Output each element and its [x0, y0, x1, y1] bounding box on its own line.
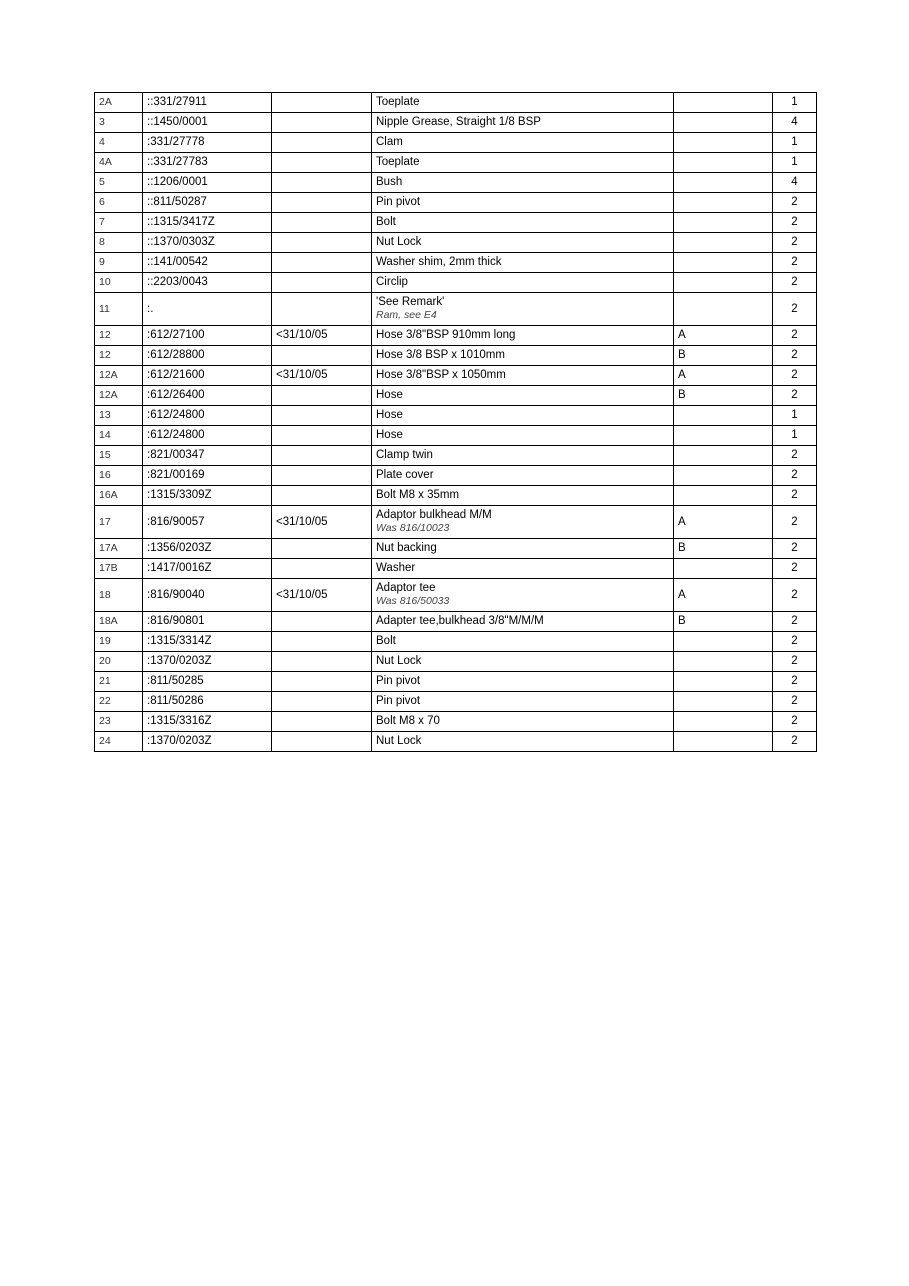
item-number-cell: 4 — [95, 133, 143, 153]
part-number-cell: ::1450/0001 — [143, 113, 272, 133]
description-cell — [372, 93, 674, 113]
item-number-cell: 22 — [95, 692, 143, 712]
quantity-cell: 1 — [773, 426, 817, 446]
description-text: 'See Remark' — [376, 296, 445, 308]
variant-cell — [674, 559, 773, 579]
variant-cell — [674, 486, 773, 506]
table-row — [95, 559, 817, 579]
quantity-cell: 2 — [773, 293, 817, 326]
description-note: Was 816/50033 — [376, 595, 450, 607]
description-text: Bolt — [376, 216, 396, 228]
part-number-cell: :612/24800 — [143, 426, 272, 446]
description-text: Pin pivot — [376, 675, 421, 687]
quantity-cell: 2 — [773, 193, 817, 213]
description-text: Adaptor bulkhead M/M — [376, 509, 492, 521]
part-number-cell: :821/00169 — [143, 466, 272, 486]
description-text: Bush — [376, 176, 403, 188]
table-row — [95, 253, 817, 273]
item-number-cell: 6 — [95, 193, 143, 213]
quantity-cell: 1 — [773, 133, 817, 153]
table-row — [95, 273, 817, 293]
table-row — [95, 652, 817, 672]
description-text: Nut Lock — [376, 236, 422, 248]
date-cell — [272, 612, 372, 632]
part-number-cell: ::331/27911 — [143, 93, 272, 113]
description-cell — [372, 612, 674, 632]
description-text: Pin pivot — [376, 196, 421, 208]
quantity-cell: 2 — [773, 273, 817, 293]
item-number-cell: 10 — [95, 273, 143, 293]
date-cell — [272, 153, 372, 173]
date-cell: <31/10/05 — [272, 506, 372, 539]
date-cell — [272, 692, 372, 712]
variant-cell — [674, 632, 773, 652]
variant-cell — [674, 732, 773, 752]
part-number-cell: :1417/0016Z — [143, 559, 272, 579]
description-cell — [372, 446, 674, 466]
item-number-cell: 16 — [95, 466, 143, 486]
part-number-cell: ::2203/0043 — [143, 273, 272, 293]
quantity-cell: 1 — [773, 93, 817, 113]
variant-cell — [674, 113, 773, 133]
description-cell — [372, 652, 674, 672]
item-number-cell: 16A — [95, 486, 143, 506]
variant-cell — [674, 426, 773, 446]
table-row — [95, 293, 817, 326]
description-cell — [372, 233, 674, 253]
quantity-cell: 2 — [773, 446, 817, 466]
table-row — [95, 193, 817, 213]
part-number-cell: :331/27778 — [143, 133, 272, 153]
table-row — [95, 692, 817, 712]
table-row — [95, 173, 817, 193]
item-number-cell: 23 — [95, 712, 143, 732]
table-row — [95, 386, 817, 406]
item-number-cell: 2A — [95, 93, 143, 113]
description-text: Hose 3/8"BSP 910mm long — [376, 329, 516, 341]
quantity-cell: 4 — [773, 173, 817, 193]
quantity-cell: 2 — [773, 253, 817, 273]
table-row — [95, 426, 817, 446]
variant-cell — [674, 406, 773, 426]
table-row — [95, 346, 817, 366]
date-cell — [272, 406, 372, 426]
date-cell — [272, 173, 372, 193]
part-number-cell: ::1370/0303Z — [143, 233, 272, 253]
item-number-cell: 12A — [95, 366, 143, 386]
quantity-cell: 2 — [773, 346, 817, 366]
date-cell — [272, 426, 372, 446]
item-number-cell: 13 — [95, 406, 143, 426]
part-number-cell: :612/28800 — [143, 346, 272, 366]
quantity-cell: 2 — [773, 366, 817, 386]
item-number-cell: 19 — [95, 632, 143, 652]
date-cell — [272, 213, 372, 233]
description-text: Clam — [376, 136, 403, 148]
part-number-cell: :612/21600 — [143, 366, 272, 386]
date-cell: <31/10/05 — [272, 326, 372, 346]
description-cell — [372, 173, 674, 193]
description-cell — [372, 406, 674, 426]
part-number-cell: :811/50285 — [143, 672, 272, 692]
description-cell — [372, 692, 674, 712]
description-text: Nut Lock — [376, 655, 422, 667]
variant-cell: A — [674, 366, 773, 386]
description-text: Toeplate — [376, 156, 420, 168]
description-cell — [372, 426, 674, 446]
description-cell — [372, 632, 674, 652]
variant-cell — [674, 692, 773, 712]
description-text: Nut backing — [376, 542, 437, 554]
item-number-cell: 12 — [95, 346, 143, 366]
item-number-cell: 24 — [95, 732, 143, 752]
table-row — [95, 612, 817, 632]
date-cell — [272, 712, 372, 732]
description-text: Nipple Grease, Straight 1/8 BSP — [376, 116, 541, 128]
part-number-cell: ::331/27783 — [143, 153, 272, 173]
description-text: Washer — [376, 562, 416, 574]
quantity-cell: 2 — [773, 632, 817, 652]
table-row — [95, 133, 817, 153]
description-text: Washer shim, 2mm thick — [376, 256, 502, 268]
variant-cell: B — [674, 612, 773, 632]
description-text: Adapter tee,bulkhead 3/8"M/M/M — [376, 615, 544, 627]
description-text: Bolt — [376, 635, 396, 647]
part-number-cell: :1315/3316Z — [143, 712, 272, 732]
quantity-cell: 2 — [773, 466, 817, 486]
variant-cell — [674, 446, 773, 466]
description-note: Ram, see E4 — [376, 309, 437, 321]
table-row — [95, 93, 817, 113]
description-text: Clamp twin — [376, 449, 433, 461]
date-cell — [272, 486, 372, 506]
description-text: Circlip — [376, 276, 408, 288]
variant-cell: B — [674, 539, 773, 559]
table-row — [95, 366, 817, 386]
date-cell — [272, 233, 372, 253]
date-cell — [272, 193, 372, 213]
date-cell — [272, 133, 372, 153]
table-row — [95, 732, 817, 752]
description-cell — [372, 133, 674, 153]
quantity-cell: 1 — [773, 153, 817, 173]
quantity-cell: 2 — [773, 506, 817, 539]
table-row — [95, 213, 817, 233]
description-text: Hose — [376, 429, 403, 441]
table-row — [95, 486, 817, 506]
table-row — [95, 672, 817, 692]
date-cell — [272, 446, 372, 466]
description-text: Bolt M8 x 70 — [376, 715, 440, 727]
item-number-cell: 4A — [95, 153, 143, 173]
date-cell — [272, 466, 372, 486]
variant-cell: A — [674, 579, 773, 612]
variant-cell — [674, 672, 773, 692]
quantity-cell: 2 — [773, 386, 817, 406]
variant-cell — [674, 652, 773, 672]
item-number-cell: 9 — [95, 253, 143, 273]
quantity-cell: 2 — [773, 559, 817, 579]
part-number-cell: :612/24800 — [143, 406, 272, 426]
variant-cell — [674, 273, 773, 293]
variant-cell — [674, 173, 773, 193]
part-number-cell: :816/90057 — [143, 506, 272, 539]
quantity-cell: 2 — [773, 213, 817, 233]
description-cell — [372, 579, 674, 612]
table-row — [95, 326, 817, 346]
quantity-cell: 2 — [773, 692, 817, 712]
part-number-cell: :1370/0203Z — [143, 652, 272, 672]
date-cell: <31/10/05 — [272, 366, 372, 386]
description-text: Pin pivot — [376, 695, 421, 707]
description-cell — [372, 326, 674, 346]
date-cell — [272, 632, 372, 652]
description-cell — [372, 213, 674, 233]
item-number-cell: 17A — [95, 539, 143, 559]
description-text: Hose 3/8 BSP x 1010mm — [376, 349, 505, 361]
variant-cell — [674, 213, 773, 233]
table-row — [95, 506, 817, 539]
description-cell — [372, 732, 674, 752]
variant-cell: B — [674, 386, 773, 406]
table-row — [95, 712, 817, 732]
variant-cell — [674, 153, 773, 173]
table-row — [95, 153, 817, 173]
quantity-cell: 2 — [773, 326, 817, 346]
part-number-cell: ::811/50287 — [143, 193, 272, 213]
table-row — [95, 466, 817, 486]
part-number-cell: :1356/0203Z — [143, 539, 272, 559]
description-cell — [372, 253, 674, 273]
variant-cell: B — [674, 346, 773, 366]
item-number-cell: 8 — [95, 233, 143, 253]
part-number-cell: :612/27100 — [143, 326, 272, 346]
description-cell — [372, 366, 674, 386]
description-cell — [372, 293, 674, 326]
quantity-cell: 2 — [773, 539, 817, 559]
table-row — [95, 233, 817, 253]
item-number-cell: 20 — [95, 652, 143, 672]
part-number-cell: :612/26400 — [143, 386, 272, 406]
quantity-cell: 2 — [773, 486, 817, 506]
part-number-cell: ::1315/3417Z — [143, 213, 272, 233]
item-number-cell: 7 — [95, 213, 143, 233]
date-cell — [272, 293, 372, 326]
item-number-cell: 3 — [95, 113, 143, 133]
parts-list-body — [95, 93, 817, 752]
quantity-cell: 2 — [773, 732, 817, 752]
description-text: Plate cover — [376, 469, 434, 481]
part-number-cell: :816/90801 — [143, 612, 272, 632]
table-row — [95, 113, 817, 133]
description-cell — [372, 672, 674, 692]
part-number-cell: ::141/00542 — [143, 253, 272, 273]
variant-cell — [674, 253, 773, 273]
description-text: Nut Lock — [376, 735, 422, 747]
item-number-cell: 17 — [95, 506, 143, 539]
part-number-cell: :816/90040 — [143, 579, 272, 612]
description-text: Hose 3/8"BSP x 1050mm — [376, 369, 506, 381]
part-number-cell: :1370/0203Z — [143, 732, 272, 752]
description-cell — [372, 559, 674, 579]
date-cell — [272, 273, 372, 293]
item-number-cell: 17B — [95, 559, 143, 579]
date-cell — [272, 672, 372, 692]
part-number-cell: :. — [143, 293, 272, 326]
date-cell — [272, 652, 372, 672]
description-cell — [372, 113, 674, 133]
date-cell — [272, 113, 372, 133]
quantity-cell: 2 — [773, 612, 817, 632]
variant-cell — [674, 133, 773, 153]
description-text: Hose — [376, 389, 403, 401]
part-number-cell: :811/50286 — [143, 692, 272, 712]
quantity-cell: 2 — [773, 233, 817, 253]
description-cell — [372, 712, 674, 732]
description-cell — [372, 506, 674, 539]
table-row — [95, 406, 817, 426]
item-number-cell: 12 — [95, 326, 143, 346]
quantity-cell: 2 — [773, 652, 817, 672]
description-text: Adaptor tee — [376, 582, 436, 594]
item-number-cell: 18A — [95, 612, 143, 632]
date-cell: <31/10/05 — [272, 579, 372, 612]
description-cell — [372, 386, 674, 406]
date-cell — [272, 346, 372, 366]
quantity-cell: 2 — [773, 672, 817, 692]
quantity-cell: 4 — [773, 113, 817, 133]
description-cell — [372, 273, 674, 293]
table-row — [95, 539, 817, 559]
item-number-cell: 21 — [95, 672, 143, 692]
item-number-cell: 5 — [95, 173, 143, 193]
item-number-cell: 14 — [95, 426, 143, 446]
variant-cell — [674, 712, 773, 732]
date-cell — [272, 732, 372, 752]
quantity-cell: 2 — [773, 579, 817, 612]
part-number-cell: :821/00347 — [143, 446, 272, 466]
description-text: Hose — [376, 409, 403, 421]
item-number-cell: 15 — [95, 446, 143, 466]
date-cell — [272, 539, 372, 559]
variant-cell — [674, 466, 773, 486]
description-cell — [372, 346, 674, 366]
quantity-cell: 2 — [773, 712, 817, 732]
description-text: Toeplate — [376, 96, 420, 108]
date-cell — [272, 253, 372, 273]
date-cell — [272, 386, 372, 406]
variant-cell — [674, 93, 773, 113]
variant-cell: A — [674, 326, 773, 346]
item-number-cell: 11 — [95, 293, 143, 326]
date-cell — [272, 559, 372, 579]
variant-cell: A — [674, 506, 773, 539]
date-cell — [272, 93, 372, 113]
variant-cell — [674, 193, 773, 213]
part-number-cell: ::1206/0001 — [143, 173, 272, 193]
item-number-cell: 18 — [95, 579, 143, 612]
description-cell — [372, 466, 674, 486]
description-cell — [372, 539, 674, 559]
description-cell — [372, 486, 674, 506]
description-text: Bolt M8 x 35mm — [376, 489, 460, 501]
description-cell — [372, 193, 674, 213]
part-number-cell: :1315/3314Z — [143, 632, 272, 652]
quantity-cell: 1 — [773, 406, 817, 426]
table-row — [95, 632, 817, 652]
description-cell — [372, 153, 674, 173]
table-row — [95, 446, 817, 466]
variant-cell — [674, 233, 773, 253]
table-row — [95, 579, 817, 612]
parts-list-table — [94, 92, 817, 752]
description-note: Was 816/10023 — [376, 522, 450, 534]
variant-cell — [674, 293, 773, 326]
item-number-cell: 12A — [95, 386, 143, 406]
part-number-cell: :1315/3309Z — [143, 486, 272, 506]
